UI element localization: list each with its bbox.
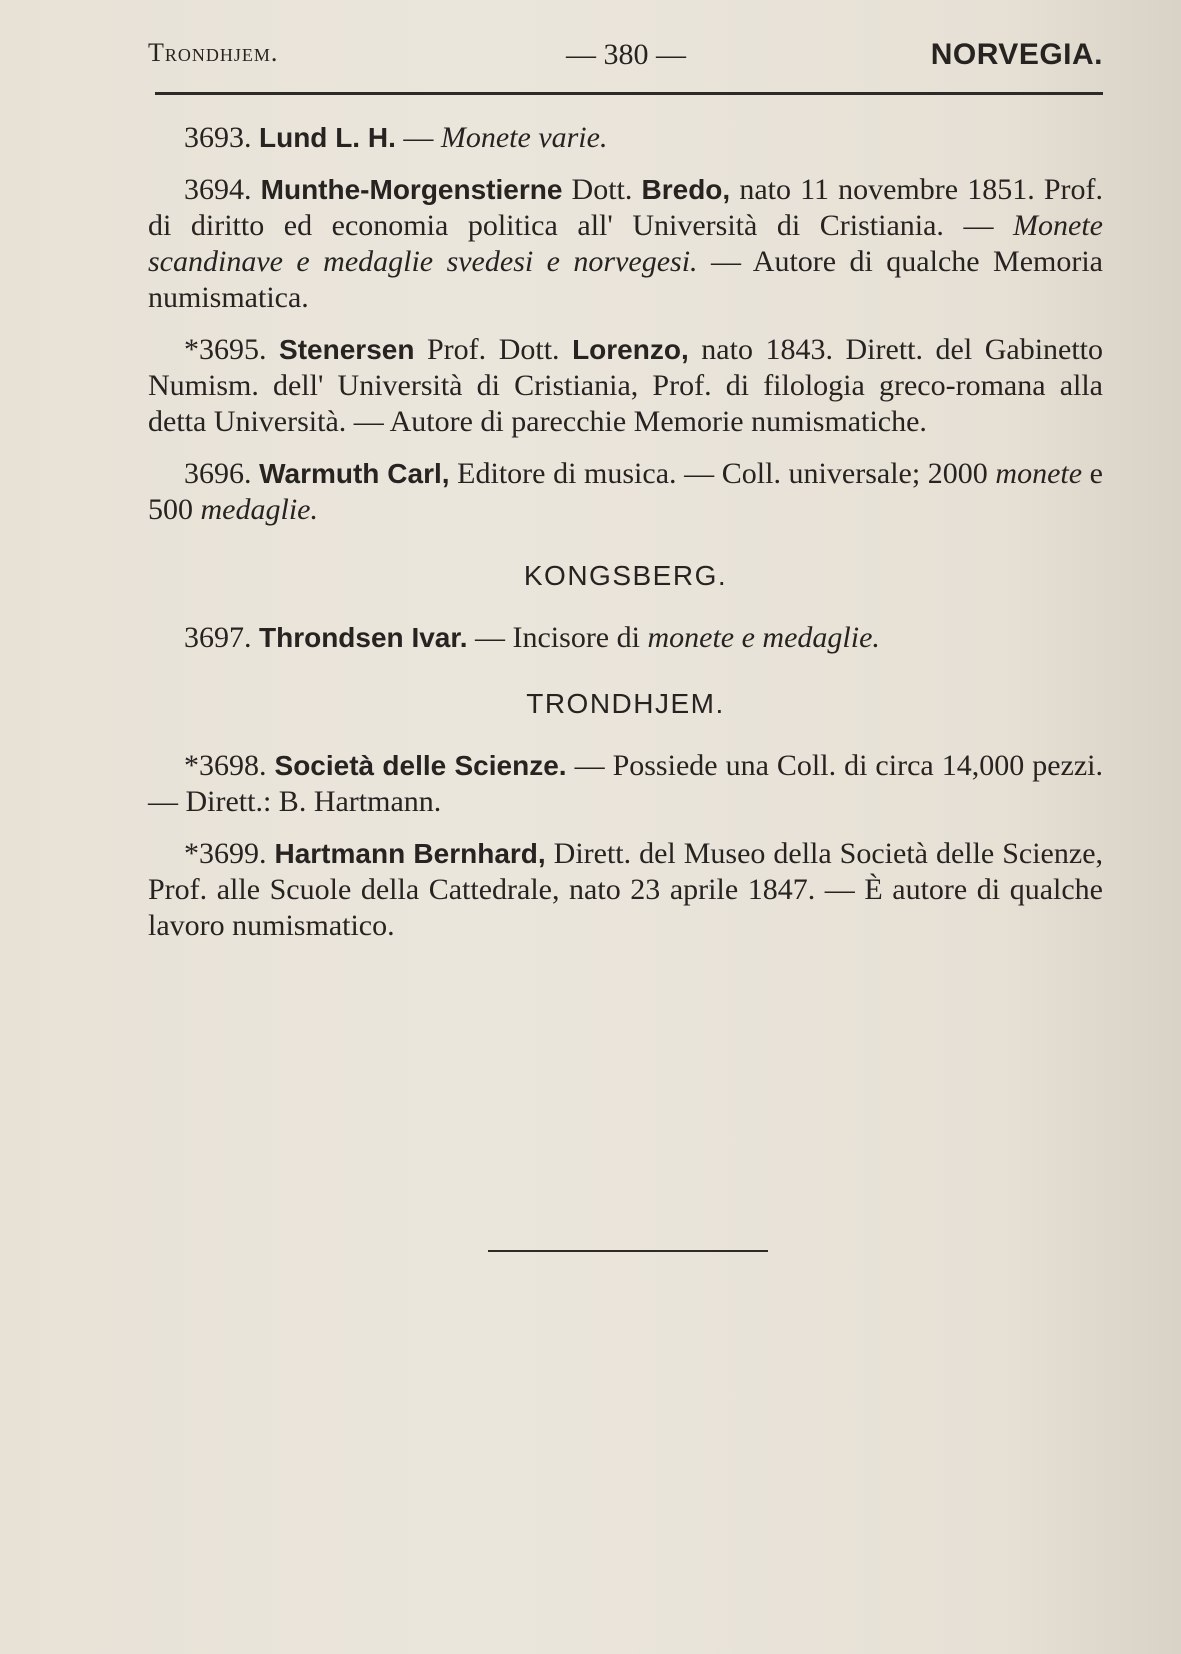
entry-text: — Autore di qualche Memoria numismatica. (148, 245, 1103, 314)
entry-3693 (148, 120, 1103, 156)
header-place: Trondhjem. (148, 38, 279, 67)
entry-italic: monete (995, 457, 1083, 490)
entry-italic: Monete scandinave e medaglie svedesi e norvegesi. (148, 209, 1103, 278)
entry-text: nato 1843. Dirett. del Gabinetto Numism. dell' Università di Cristiania, Prof. di filologia greco-romana alla detta Università. — Autore di parecchie Memorie numismatiche. (148, 333, 1104, 438)
entry-number: *3695. (184, 333, 267, 366)
entry-italic: Monete varie. (440, 121, 608, 154)
entry-number: 3693. (184, 121, 252, 154)
entry-forename: Lorenzo, (572, 334, 689, 365)
entry-text: — (395, 121, 441, 154)
entry-number: 3694. (184, 173, 252, 206)
entry-forename: Bredo, (641, 174, 731, 205)
entry-name: Società delle Scienze. (274, 750, 567, 781)
entry-text: Editore di musica. — Coll. universale; 2000 (449, 457, 996, 490)
section-heading-kongsberg: KONGSBERG. (523, 560, 728, 591)
entry-text: — Possiede una Coll. di circa 14,000 pezzi. — Dirett.: B. Hartmann. (148, 749, 1104, 818)
running-header (148, 38, 1103, 78)
section-heading-trondhjem: TRONDHJEM. (526, 688, 725, 719)
entry-number: *3698. (184, 749, 267, 782)
entry-italic: medaglie. (200, 493, 318, 526)
entry-text: nato 11 novembre 1851. Prof. di diritto ed economia politica all' Università di Cristiania. — (148, 173, 1103, 242)
entry-name: Munthe-Morgenstierne (260, 174, 563, 205)
entry-text: — Incisore di (467, 621, 648, 654)
closing-rule (488, 1250, 768, 1252)
entry-3697 (148, 620, 1103, 656)
entry-name: Hartmann Bernhard, (274, 838, 546, 869)
entry-number: *3699. (184, 837, 267, 870)
entry-3698 (148, 748, 1103, 820)
entry-3696 (148, 456, 1103, 528)
entry-name: Stenersen (279, 334, 415, 365)
entry-name: Warmuth Carl, (259, 458, 450, 489)
entry-3695 (148, 332, 1103, 440)
header-rule (155, 92, 1103, 95)
header-country: NORVEGIA. (930, 38, 1103, 71)
entry-text: e 500 (148, 457, 1103, 526)
page-number: — 380 — (566, 38, 686, 71)
page-body (148, 120, 1103, 960)
entry-3694 (148, 172, 1103, 316)
entry-3699 (148, 836, 1103, 944)
entry-number: 3697. (184, 621, 252, 654)
entry-number: 3696. (184, 457, 252, 490)
entry-text: Dirett. del Museo della Società delle Scienze, Prof. alle Scuole della Cattedrale, nato 23 aprile 1847. — È autore di qualche lavoro numismatico. (148, 837, 1104, 942)
entry-italic: monete e medaglie. (647, 621, 880, 654)
entry-text: Prof. Dott. (414, 333, 573, 366)
entry-name: Throndsen Ivar. (259, 622, 468, 653)
entry-text: Dott. (562, 173, 642, 206)
entry-name: Lund L. H. (259, 122, 396, 153)
